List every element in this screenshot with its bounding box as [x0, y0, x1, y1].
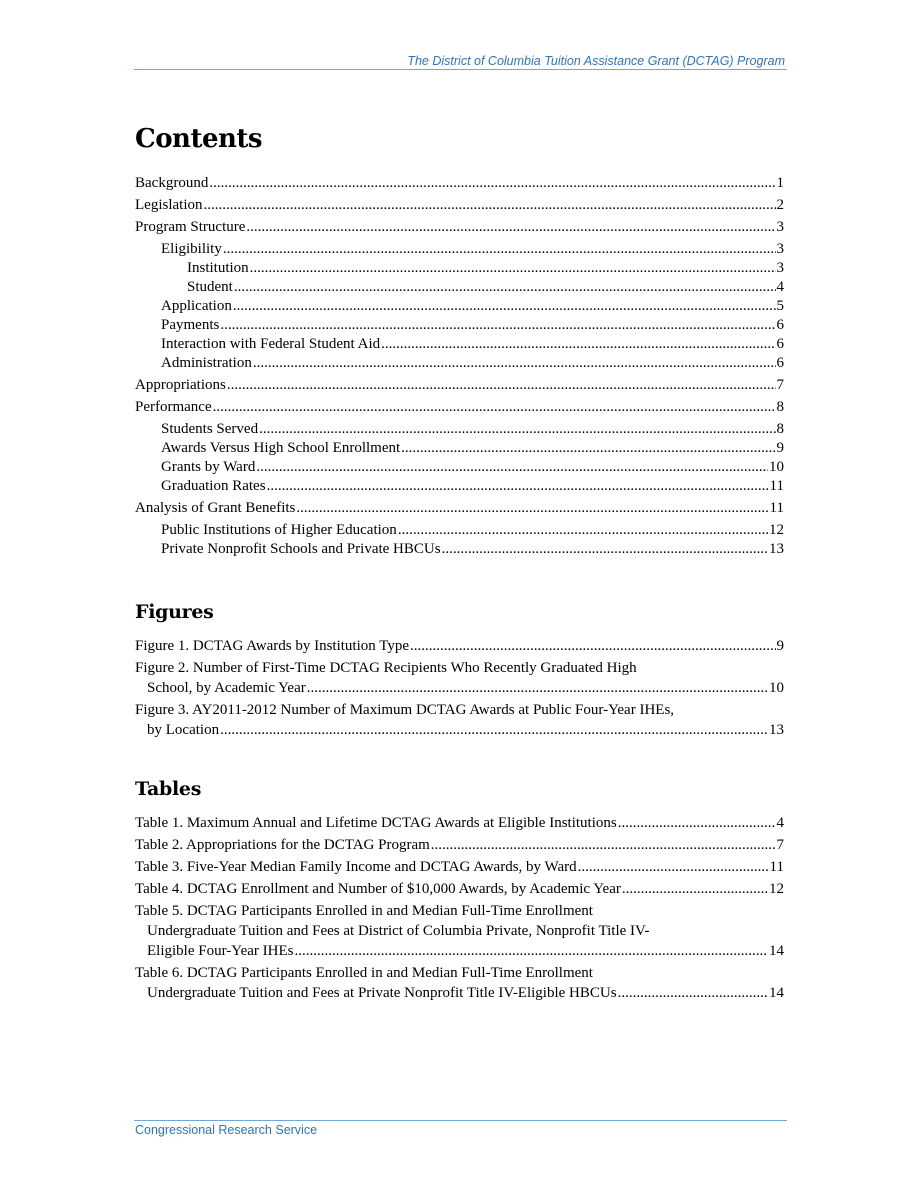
toc-entry-private-nonprofit-hbcus[interactable]: Private Nonprofit Schools and Private HBCUs ..... 13 [135, 540, 784, 559]
footer-rule [134, 1120, 787, 1121]
toc-entry-background[interactable]: Background ..... 1 [135, 174, 784, 193]
toc-entry-performance[interactable]: Performance ..... 8 [135, 398, 784, 417]
figure-entry-1[interactable]: Figure 1. DCTAG Awards by Institution Type ..... 9 [135, 637, 784, 656]
toc-entry-eligibility[interactable]: Eligibility ..... 3 [135, 240, 784, 259]
toc-entry-student[interactable]: Student ..... 4 [135, 278, 784, 297]
running-footer: Congressional Research Service [135, 1123, 318, 1137]
figures-heading: Figures [135, 601, 214, 623]
table-entry-2[interactable]: Table 2. Appropriations for the DCTAG Program ..... 7 [135, 836, 784, 855]
toc-entry-application[interactable]: Application ..... 5 [135, 297, 784, 316]
toc-entry-legislation[interactable]: Legislation ..... 2 [135, 196, 784, 215]
toc-entry-interaction-federal-aid[interactable]: Interaction with Federal Student Aid ..... 6 [135, 335, 784, 354]
header-rule [134, 69, 787, 70]
toc-entry-program-structure[interactable]: Program Structure ..... 3 [135, 218, 784, 237]
tables-list [135, 814, 784, 1003]
running-header: The District of Columbia Tuition Assistance Grant (DCTAG) Program [407, 54, 785, 68]
table-entry-4[interactable]: Table 4. DCTAG Enrollment and Number of $10,000 Awards, by Academic Year ..... 12 [135, 880, 784, 899]
table-entry-1[interactable]: Table 1. Maximum Annual and Lifetime DCTAG Awards at Eligible Institutions ..... 4 [135, 814, 784, 833]
toc-entry-appropriations[interactable]: Appropriations ..... 7 [135, 376, 784, 395]
table-entry-5[interactable]: Table 5. DCTAG Participants Enrolled in and Median Full-Time Enrollment Undergraduate Tuition and Fees at District of Columbia Private, Nonprofit Title IV- Eligible Four-Year IHEs ..... 14 [135, 902, 784, 961]
toc-entry-students-served[interactable]: Students Served ..... 8 [135, 420, 784, 439]
toc-entry-payments[interactable]: Payments ..... 6 [135, 316, 784, 335]
table-entry-6[interactable]: Table 6. DCTAG Participants Enrolled in and Median Full-Time Enrollment Undergraduate Tuition and Fees at Private Nonprofit Title IV-Eligible HBCUs ..... 14 [135, 964, 784, 1003]
figure-entry-3[interactable]: Figure 3. AY2011-2012 Number of Maximum DCTAG Awards at Public Four-Year IHEs, by Location ..... 13 [135, 701, 784, 740]
toc-entry-administration[interactable]: Administration ..... 6 [135, 354, 784, 373]
table-entry-3[interactable]: Table 3. Five-Year Median Family Income and DCTAG Awards, by Ward ..... 11 [135, 858, 784, 877]
contents-heading: Contents [135, 124, 263, 154]
toc-entry-graduation-rates[interactable]: Graduation Rates ..... 11 [135, 477, 784, 496]
toc-entry-awards-vs-enrollment[interactable]: Awards Versus High School Enrollment ..... 9 [135, 439, 784, 458]
toc-entry-grants-by-ward[interactable]: Grants by Ward ..... 10 [135, 458, 784, 477]
toc-entry-public-institutions[interactable]: Public Institutions of Higher Education ..... 12 [135, 521, 784, 540]
toc-entry-institution[interactable]: Institution ..... 3 [135, 259, 784, 278]
figure-entry-2[interactable]: Figure 2. Number of First-Time DCTAG Recipients Who Recently Graduated High School, by Academic Year ..... 10 [135, 659, 784, 698]
tables-heading: Tables [135, 778, 202, 800]
contents-list [135, 174, 784, 559]
toc-entry-analysis-grant-benefits[interactable]: Analysis of Grant Benefits ..... 11 [135, 499, 784, 518]
figures-list [135, 637, 784, 740]
